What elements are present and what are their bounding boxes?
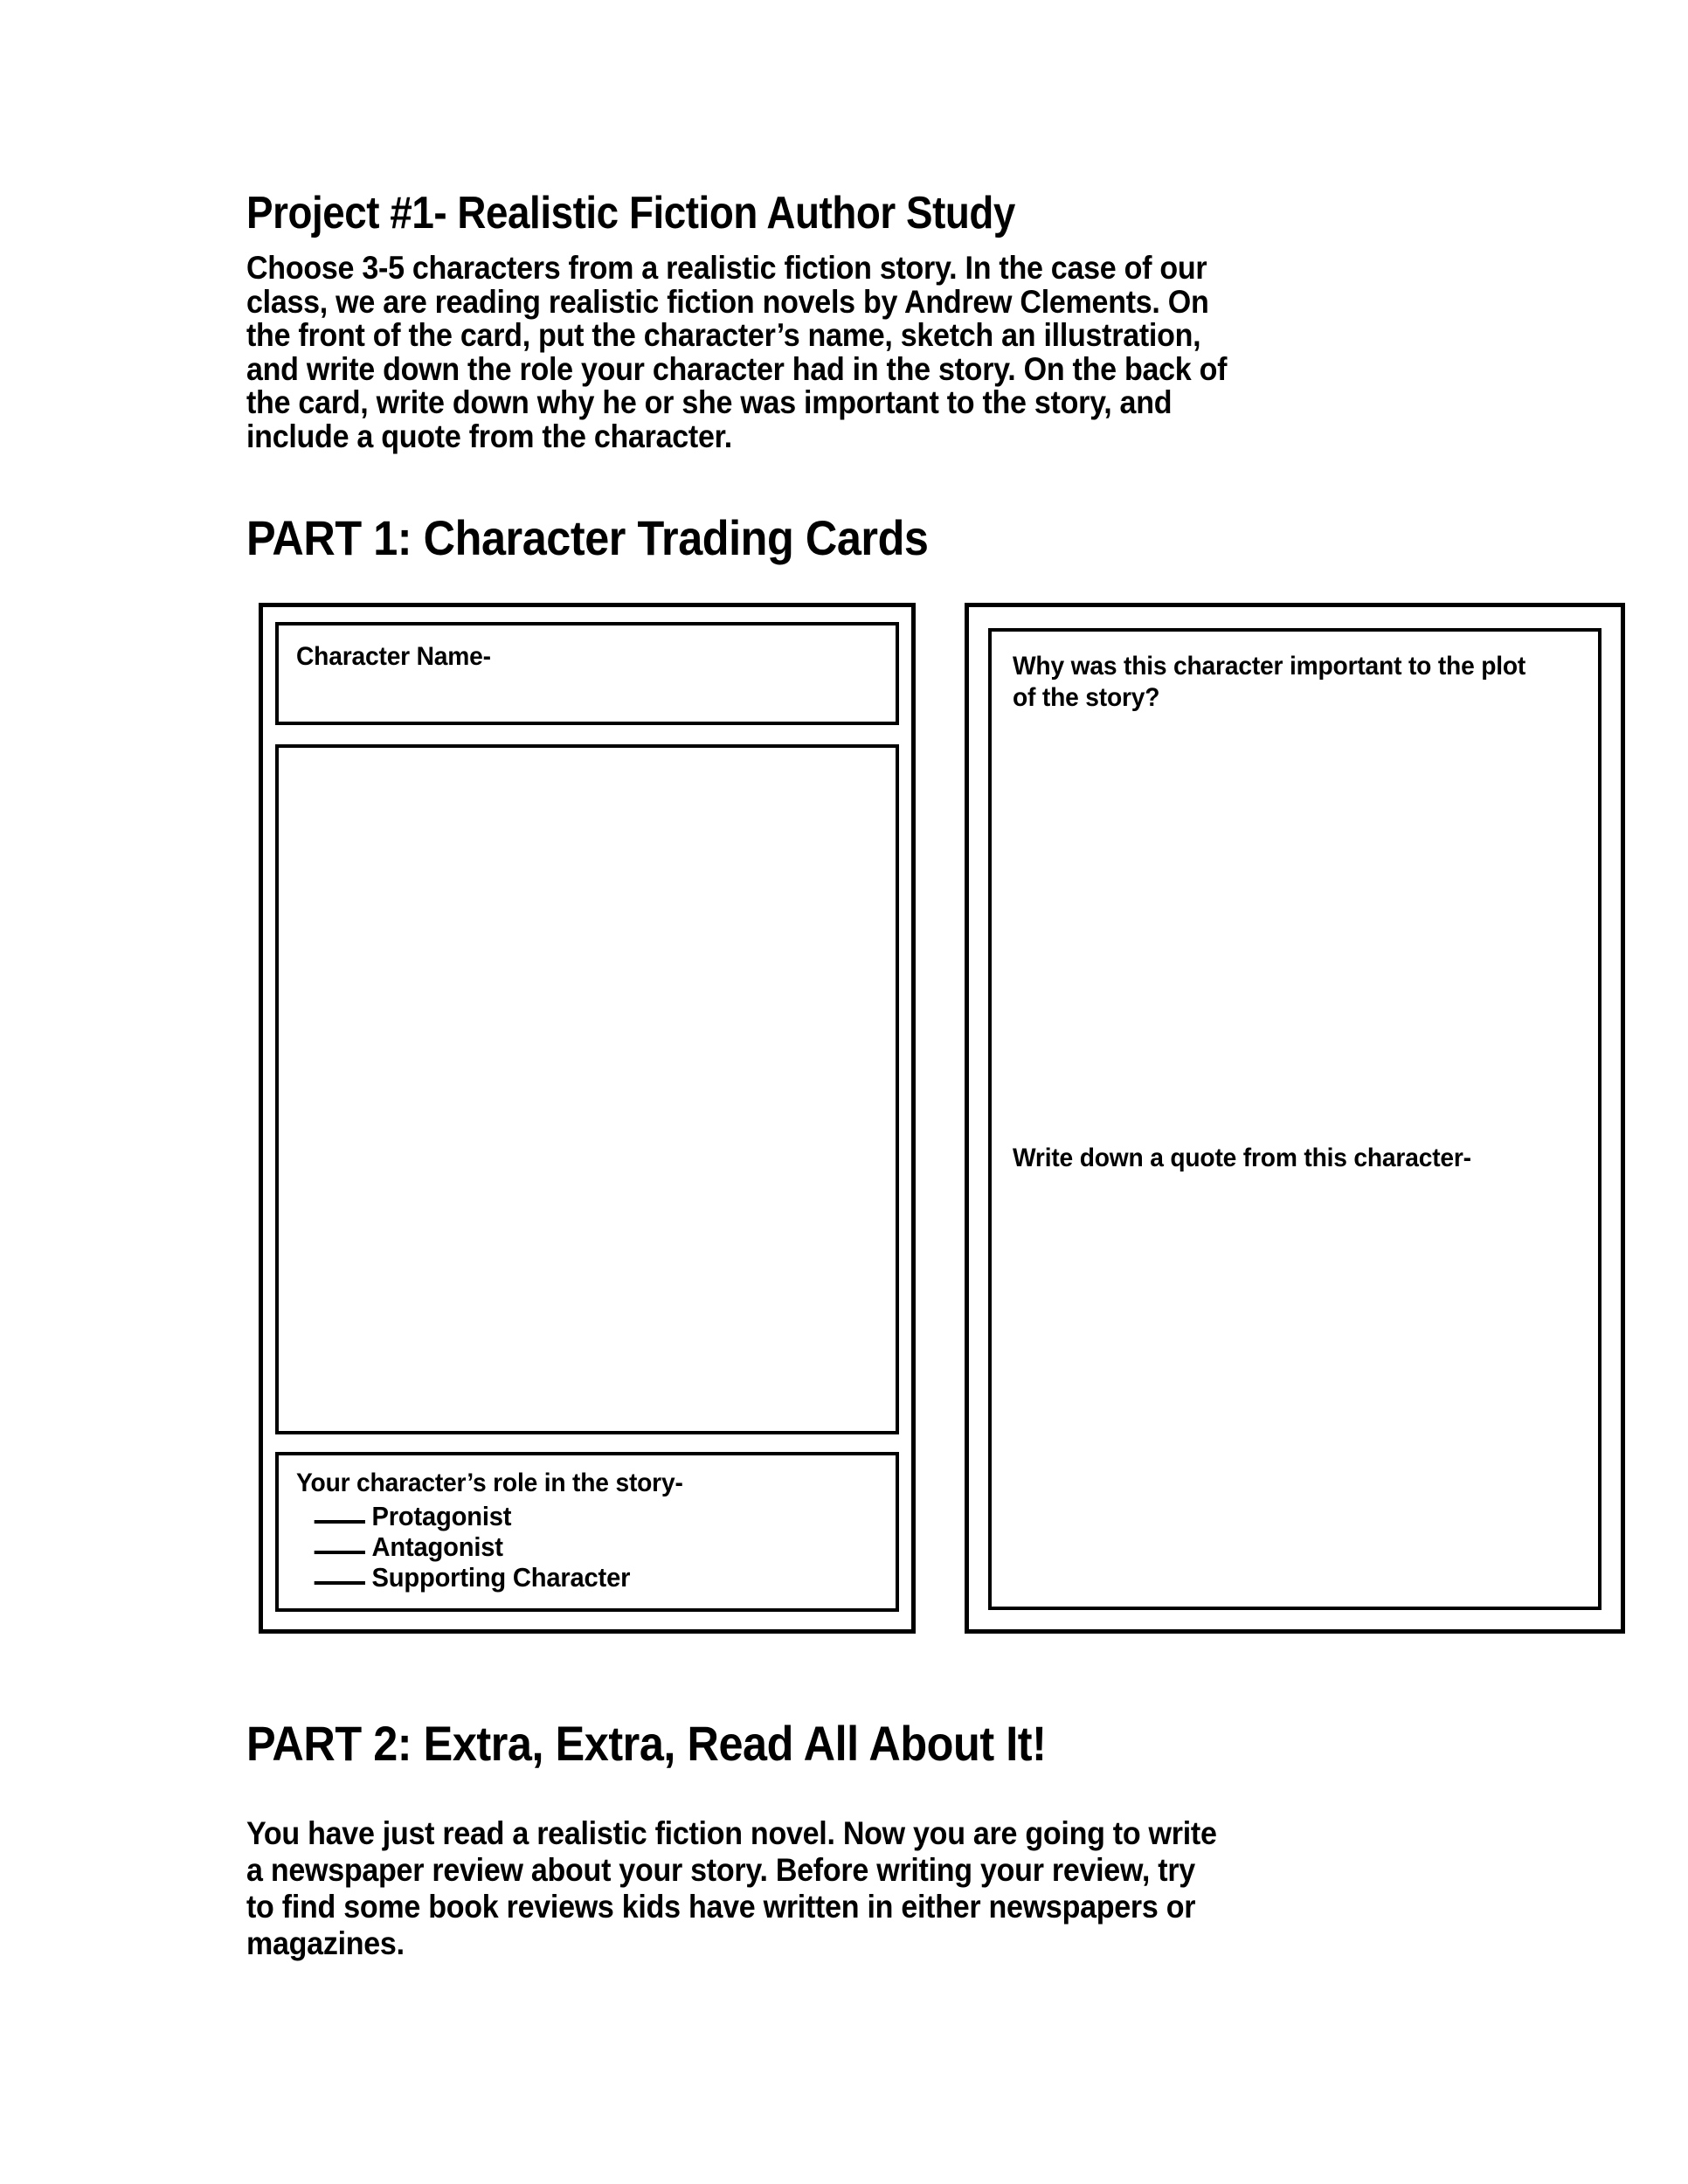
part-2-line: to find some book reviews kids have written in either newspapers or [246,1889,1196,1925]
part-2-line: magazines. [246,1925,405,1961]
intro-line: the front of the card, put the character’s name, sketch an illustration, [246,317,1201,353]
part-2-line: You have just read a realistic fiction novel. Now you are going to write [246,1815,1217,1851]
part-2-paragraph [246,1815,1387,1962]
role-option-supporting-character[interactable] [296,1562,843,1593]
role-option-protagonist[interactable] [296,1501,843,1531]
card-front [259,603,916,1634]
character-sketch-area[interactable] [275,744,899,1434]
role-options-list [296,1501,878,1593]
part-2-line: a newspaper review about your story. Before writing your review, try [246,1852,1195,1888]
intro-line: include a quote from the character. [246,418,732,454]
trading-cards-row [0,603,1688,1634]
intro-line: Choose 3-5 characters from a realistic fiction story. In the case of our [246,250,1207,286]
part-2-heading: PART 2: Extra, Extra, Read All About It! [246,1716,1047,1771]
role-option-label: Antagonist [371,1531,503,1562]
part-1-heading: PART 1: Character Trading Cards [246,510,929,565]
blank-line-icon[interactable] [315,1562,365,1585]
intro-paragraph [246,252,1387,453]
character-name-field[interactable] [275,622,899,725]
role-option-label: Protagonist [371,1501,512,1531]
quote-prompt-label: Write down a quote from this character- [1013,1144,1471,1172]
intro-line: and write down the role your character had in the story. On the back of [246,350,1228,387]
role-option-antagonist[interactable] [296,1531,843,1562]
importance-prompt-label: Why was this character important to the plot of the story? [1013,652,1526,712]
role-prompt-label: Your character’s role in the story- [296,1469,683,1497]
page-title: Project #1- Realistic Fiction Author Study [246,188,1015,238]
character-name-label: Character Name- [296,642,491,671]
intro-line: class, we are reading realistic fiction novels by Andrew Clements. On [246,283,1209,320]
blank-line-icon[interactable] [315,1501,365,1524]
character-role-section [275,1452,899,1612]
card-back-writing-area[interactable] [988,628,1602,1610]
role-option-label: Supporting Character [371,1562,631,1593]
blank-line-icon[interactable] [315,1531,365,1554]
card-back [965,603,1625,1634]
intro-line: the card, write down why he or she was important to the story, and [246,384,1173,420]
